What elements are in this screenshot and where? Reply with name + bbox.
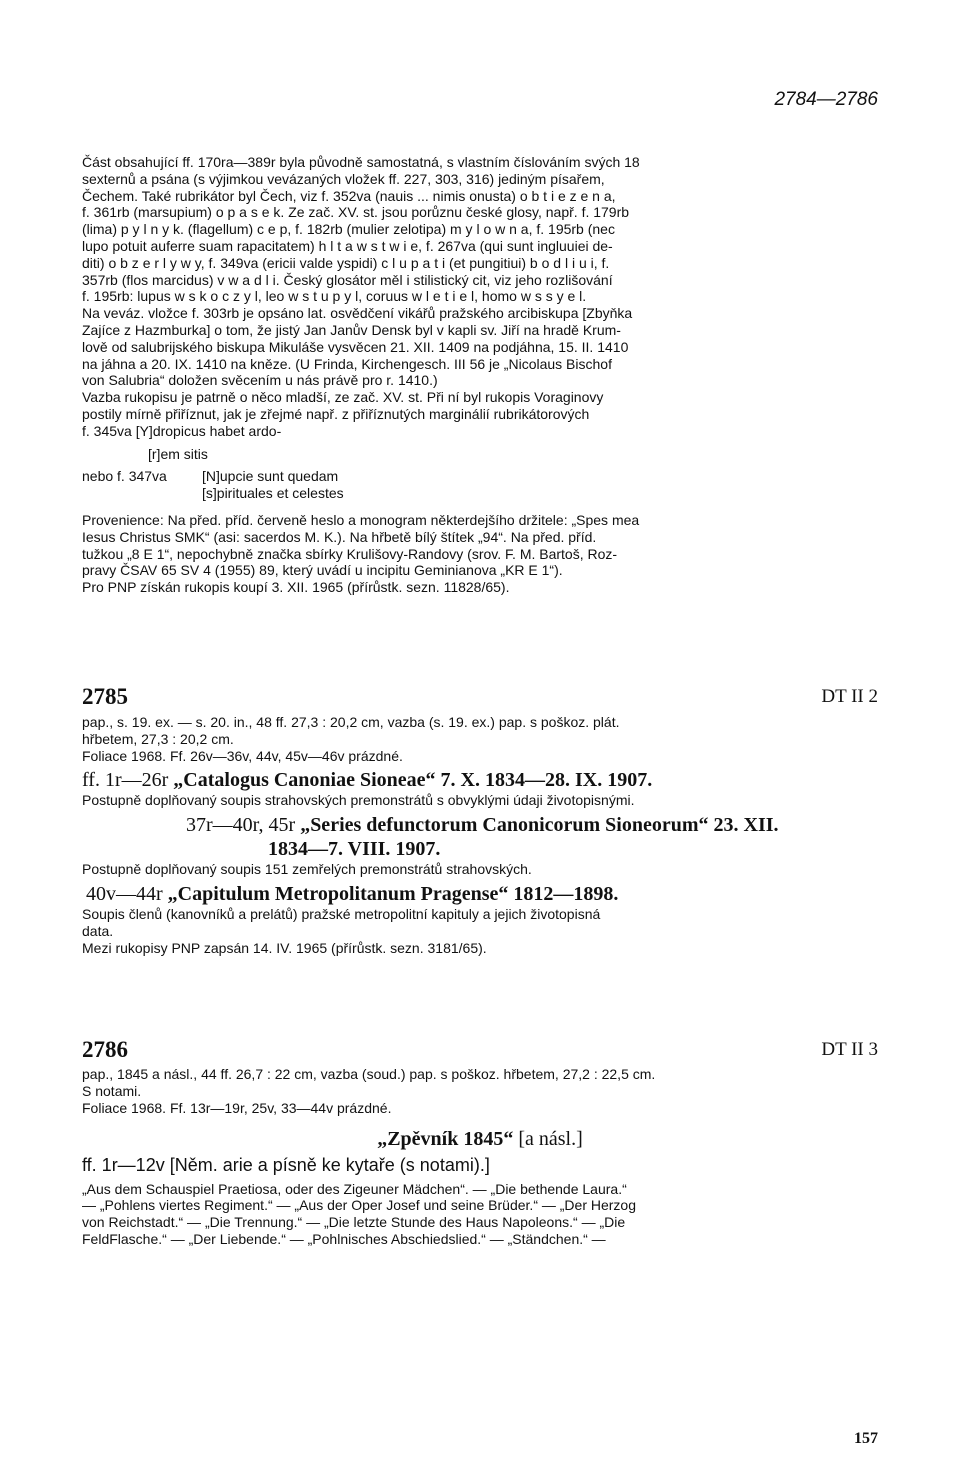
entry-2786: [82, 1020, 878, 1248]
shelfmark: DT II 2: [821, 686, 878, 708]
text-line: na jáhna a 20. IX. 1410 na kněze. (U Frinda, Kirchengesch. III 56 je „Nicolaus Bischof: [82, 355, 612, 372]
section-text: Soupis členů (kanovníků a prelátů) pražské metropolitní kapituly a jejich životopisná: [82, 905, 601, 922]
title-text: „Capitulum Metropolitanum Pragense“ 1812—1898.: [167, 882, 619, 905]
desc-line: hřbetem, 27,3 : 20,2 cm.: [82, 730, 234, 747]
desc-line: Foliace 1968. Ff. 26v—36v, 44v, 45v—46v prázdné.: [82, 747, 403, 764]
title-text: 1834—7. VIII. 1907.: [268, 838, 441, 861]
shelfmark: DT II 3: [821, 1038, 878, 1060]
folio-range: ff. 1r—26r: [82, 769, 169, 792]
section-title: [86, 882, 878, 906]
text-line: lupo potuit auferre suam rapacitatem) h l t a w s t w i e, f. 267va (qui sunt ingluuiei de-: [82, 237, 613, 254]
text-line: lově od salubrijského biskupa Mikuláše vysvěcen 21. XII. 1409 na podjáhna, 15. II. 1410: [82, 338, 629, 355]
running-head: 2784—2786: [774, 89, 878, 110]
nebo-values: [202, 468, 878, 502]
document-page: [82, 88, 878, 1448]
text-line: diti) o b z e r l y w y, f. 349va (ericii valde yspidi) c l u p a t i (et pungitiui) b o d l i u i, f.: [82, 254, 610, 271]
section-text: Postupně doplňovaný soupis strahovských premonstrátů s obvyklými údaji životopisnými.: [82, 792, 635, 809]
title-suffix: [a násl.]: [513, 1127, 583, 1150]
text-line: Vazba rukopisu je patrně o něco mladší, ze zač. XV. st. Při ní byl rukopis Voraginovy: [82, 389, 604, 406]
text-line: Na veváz. vložce f. 303rb je opsáno lat. osvědčení vikářů pražského arcibiskupa [Zbyňka: [82, 305, 633, 322]
provenance-line: pravy ČSAV 65 SV 4 (1955) 89, který uvádí u incipitu Geminianova „KR E 1“).: [82, 562, 563, 579]
text-line: Čechem. Také rubrikátor byl Čech, viz f. 352va (nauis ... nimis onusta) o b t i e z e n a,: [82, 187, 616, 204]
entry-header: [82, 1020, 878, 1062]
song-line: FeldFlasche.“ — „Der Liebende.“ — „Pohlnisches Abschiedslied.“ — „Ständchen.“ —: [82, 1231, 606, 1248]
text-line: von Salubria“ doložen svěcením u nás právě pro r. 1410.): [82, 372, 438, 389]
folio-range: 37r—40r, 45r: [186, 814, 296, 837]
entry-2785: [82, 668, 878, 956]
desc-line: Foliace 1968. Ff. 13r—19r, 25v, 33—44v prázdné.: [82, 1099, 392, 1116]
title-text: „Catalogus Canoniae Sioneae“ 7. X. 1834—28. IX. 1907.: [173, 769, 653, 792]
text-line: (lima) p y l n y k. (flagellum) c e p, f. 182rb (mulier zelotipa) m y l o w n a, f. 195rb (nec: [82, 221, 615, 238]
folio-line: ff. 1r—12v [Něm. arie a písně ke kytaře (s notami).]: [82, 1154, 490, 1175]
section-text: Postupně doplňovaný soupis 151 zemřelých premonstrátů strahovských.: [82, 861, 532, 878]
text-line: 357rb (flos marcidus) v w a d l i. Český glosátor měl i stilistický cit, viz jeho rozlišování: [82, 271, 613, 288]
page-number: 157: [854, 1430, 878, 1448]
title-text: „Zpěvník 1845“: [377, 1127, 514, 1150]
entry-number: 2785: [82, 684, 128, 710]
desc-line: S notami.: [82, 1083, 142, 1100]
nebo-quote: [82, 468, 878, 502]
desc-line: pap., 1845 a násl., 44 ff. 26,7 : 22 cm, vazba (soud.) pap. s poškoz. hřbetem, 27,2 : 22,5 cm.: [82, 1066, 656, 1083]
entry-2784-text: [82, 154, 878, 596]
section-text: Mezi rukopisy PNP zapsán 14. IV. 1965 (přírůstk. sezn. 3181/65).: [82, 939, 487, 956]
text-line: postily mírně přiříznut, jak je zřejmé např. z přiříznutých marginálií rubrikátorových: [82, 405, 590, 422]
provenance-line: Pro PNP získán rukopis koupí 3. XII. 1965 (přírůstk. sezn. 11828/65).: [82, 579, 510, 596]
song-line: — „Pohlens viertes Regiment.“ — „Aus der Oper Josef und seine Brüder.“ — „Der Herzog: [82, 1197, 636, 1214]
section-title: [82, 768, 878, 792]
section-title: [186, 813, 878, 837]
text-line: f. 345va [Y]dropicus habet ardo-: [82, 422, 282, 439]
entry-number: 2786: [82, 1036, 128, 1062]
text-line: f. 361rb (marsupium) o p a s e k. Ze zač. XV. st. jsou porůznu české glosy, např. f. 179rb: [82, 204, 630, 221]
text-line: f. 195rb: lupus w s k o c z y l, leo w s t u p y l, coruus w l e t i e l, homo w s s y e l.: [82, 288, 587, 305]
text-line: Část obsahující ff. 170ra—389r byla původně samostatná, s vlastním číslováním svých 18: [82, 154, 640, 170]
section-title-continued: [268, 837, 878, 861]
entry-header: [82, 668, 878, 710]
desc-line: pap., s. 19. ex. — s. 20. in., 48 ff. 27,3 : 20,2 cm, vazba (s. 19. ex.) pap. s poškoz. plát.: [82, 713, 620, 730]
text-line: [r]em sitis: [148, 445, 208, 462]
song-line: von Reichstadt.“ — „Die Trennung.“ — „Die letzte Stunde des Haus Napoleons.“ — „Die: [82, 1214, 626, 1231]
folio-range: 40v—44r: [86, 882, 163, 905]
title-text: „Series defunctorum Canonicorum Sioneorum“ 23. XII.: [300, 814, 779, 837]
provenance-line: tužkou „8 E 1“, nepochybně značka sbírky Krulišovy-Randovy (srov. F. M. Bartoš, Roz-: [82, 545, 618, 562]
text-line: [s]pirituales et celestes: [202, 485, 344, 502]
song-line: „Aus dem Schauspiel Praetiosa, oder des Zigeuner Mädchen“. — „Die bethende Laura.“: [82, 1180, 627, 1197]
provenance-line: Iesus Christus SMK“ (asi: sacerdos M. K.). Na hřbetě bílý štítek „94“. Na před. příd.: [82, 528, 597, 545]
provenance-line: Provenience: Na před. příd. červeně heslo a monogram některdejšího držitele: „Spes mea: [82, 511, 640, 528]
songbook-title: [82, 1127, 878, 1151]
text-line: [N]upcie sunt quedam: [202, 468, 339, 485]
section-text: data.: [82, 922, 114, 939]
text-line: Zajíce z Hazmburka] o tom, že jistý Jan Janův Densk byl v kapli sv. Jiří na hradě Krum-: [82, 321, 621, 338]
nebo-label: nebo f. 347va: [82, 468, 167, 485]
text-line: sexternů a psána (s výjimkou vevázaných vložek ff. 227, 303, 316) jediným písařem,: [82, 170, 605, 187]
